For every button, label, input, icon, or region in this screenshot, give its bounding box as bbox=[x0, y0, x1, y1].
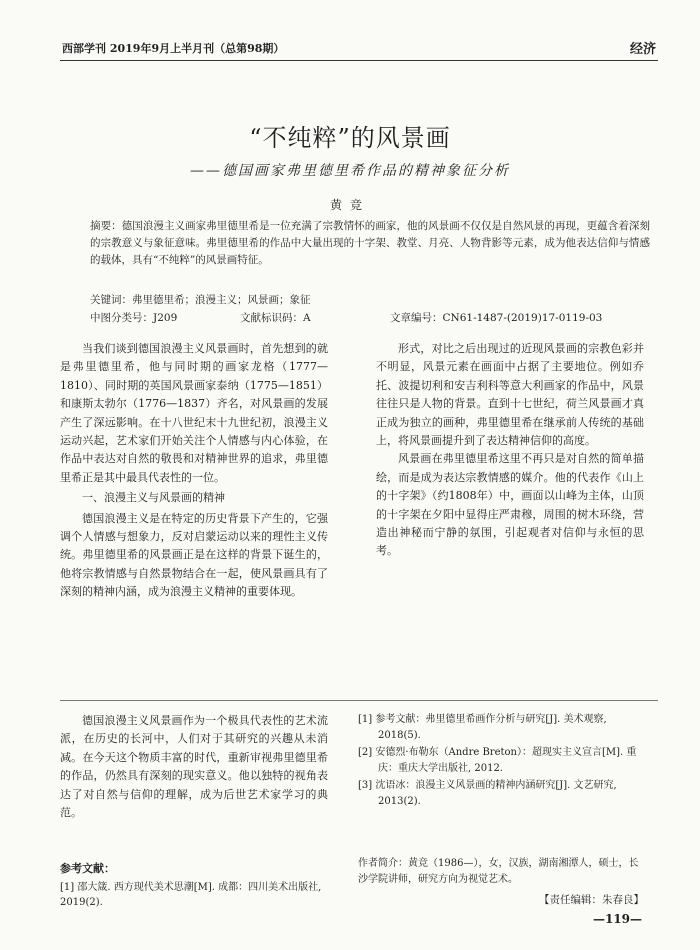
footnote: [2] 安德烈·布勒东（Andre Breton）：超现实主义宣言[M]. 重庆：重庆大学出版社, 2012. bbox=[358, 747, 637, 774]
header-rule bbox=[60, 60, 658, 61]
editor-note: 【责任编辑：朱春良】 bbox=[539, 894, 644, 906]
reference-item: [1] 邵大箴. 西方现代美术思潮[M]. 成都：四川美术出版社, 2019(2). bbox=[60, 882, 322, 908]
left-paragraph: 当我们谈到德国浪漫主义风景画时，首先想到的就是弗里德里希，他与同时期的画家龙格（1777—1810）、同时期的英国风景画家泰纳（1775—1851）和康斯太勃尔（1776—1837）齐名，对风景画的发展产生了深远影响。在十八世纪末十九世纪初，浪漫主义运动兴起，艺术家们开始关注个人情感与内心体验，在作品中表达对自然的敬畏和对精神世界的追求，弗里德里希正是其中最具代表性的一位。 bbox=[60, 342, 328, 484]
author-info: 作者简介：黄竞（1986—），女，汉族，湖南湘潭人，硕士，长沙学院讲师，研究方向为视觉艺术。 bbox=[358, 858, 639, 885]
section-divider bbox=[60, 700, 658, 701]
footnote: [1] 参考文献：弗里德里希画作分析与研究[J]. 美术观察, 2018(5). bbox=[358, 714, 607, 741]
left-column bbox=[60, 340, 328, 602]
references-heading: 参考文献： bbox=[60, 862, 115, 875]
section-label: 经济 bbox=[629, 42, 656, 57]
conclusion-paragraph: 德国浪漫主义风景画作为一个极具代表性的艺术流派，在历史的长河中，人们对于其研究的兴趣从未消减。在今天这个物质丰富的时代，重新审视弗里德里希的作品，仍然具有深刻的现实意义。他以独特的视角表达了对自然与信仰的理解，成为后世艺术家学习的典范。 bbox=[60, 714, 328, 820]
right-paragraph: 形式，对比之后出现过的近现风景画的宗教色彩并不明显，风景元素在画面中占据了主要地位。例如乔托、波提切利和安吉利科等意大利画家的作品中，风景往往只是人物的背景。直到十七世纪，荷兰风景画才真正成为独立的画种，弗里德里希在继承前人传统的基础上，将风景画提升到了表达精神信仰的高度。 bbox=[376, 342, 644, 448]
footnotes bbox=[358, 712, 644, 811]
footnote: [3] 沈语冰：浪漫主义风景画的精神内涵研究[J]. 文艺研究, 2013(2). bbox=[358, 780, 617, 807]
article-title: “不纯粹”的风景画 bbox=[249, 124, 451, 152]
section-heading: 一、浪漫主义与风景画的精神 bbox=[82, 491, 225, 505]
keywords: 关键词：弗里德里希；浪漫主义；风景画；象征 bbox=[90, 294, 311, 306]
clc-number: 中图分类号：J209 bbox=[90, 312, 178, 324]
author-name: 黄竞 bbox=[329, 198, 370, 212]
abstract: 摘要：德国浪漫主义画家弗里德里希是一位充满了宗教情怀的画家，他的风景画不仅仅是自然风景的再现，更蕴含着深刻的宗教意义与象征意味。弗里德里希的作品中大量出现的十字架、教堂、月亮、人物背影等元素，成为他表达信仰与情感的载体，具有“不纯粹”的风景画特征。 bbox=[90, 220, 650, 266]
right-paragraph: 风景画在弗里德里希这里不再只是对自然的简单描绘，而是成为表达宗教情感的媒介。他的代表作《山上的十字架》（约1808年）中，画面以山峰为主体，山顶的十字架在夕阳中显得庄严肃穆，周围的树木环绕，营造出神秘而宁静的氛围，引起观者对信仰与永恒的思考。 bbox=[376, 452, 644, 558]
right-column bbox=[376, 340, 644, 561]
page-number: —119— bbox=[592, 912, 642, 926]
journal-header: 西部学刊 2019年9月上半月刊（总第98期） bbox=[62, 42, 285, 55]
article-subtitle: ——德国画家弗里德里希作品的精神象征分析 bbox=[190, 163, 510, 179]
document-code: 文献标识码：A bbox=[240, 312, 311, 324]
article-number: 文章编号：CN61-1487-(2019)17-0119-03 bbox=[390, 312, 603, 324]
left-paragraph: 德国浪漫主义是在特定的历史背景下产生的，它强调个人情感与想象力，反对启蒙运动以来的理性主义传统。弗里德里希的风景画正是在这样的背景下诞生的，他将宗教情感与自然景物结合在一起，使风景画具有了深刻的精神内涵，成为浪漫主义精神的重要体现。 bbox=[60, 511, 328, 599]
